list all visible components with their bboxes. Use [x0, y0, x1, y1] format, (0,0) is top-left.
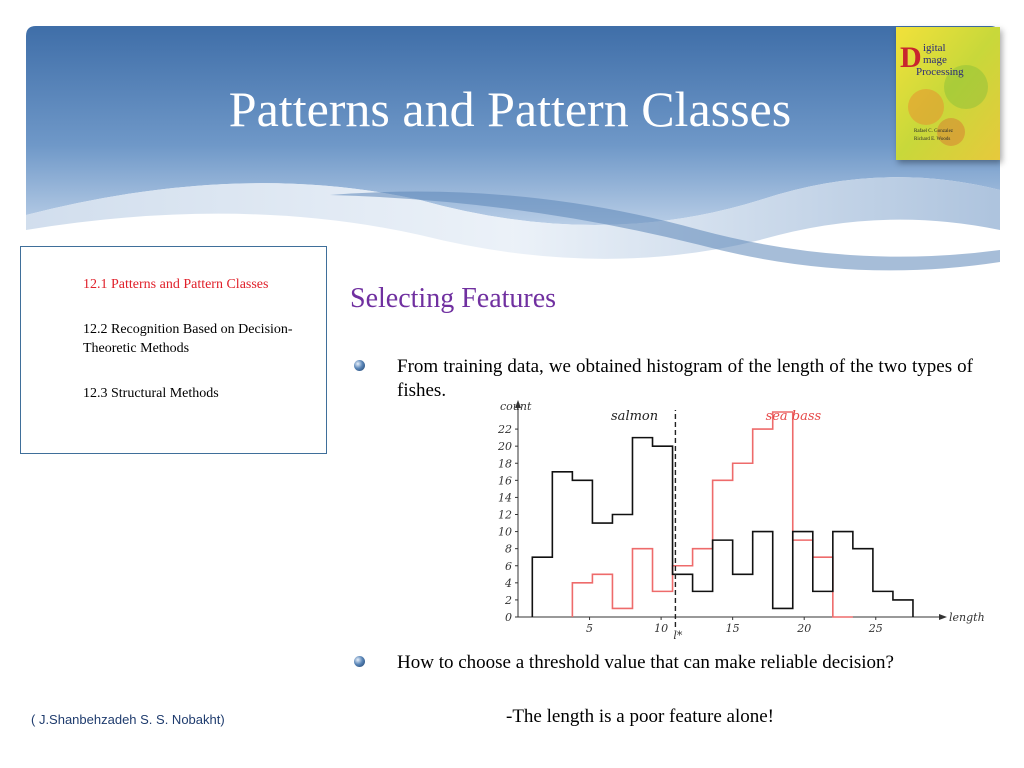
toc-item-decision-theoretic[interactable]: 12.2 Recognition Based on Decision-Theoretic Methods [83, 322, 293, 356]
note-text: -The length is a poor feature alone! [506, 706, 774, 727]
y-tick-label: 8 [505, 542, 512, 556]
book-title-line1: igital [923, 42, 946, 54]
bullet-text: How to choose a threshold value that can make reliable decision? [397, 652, 894, 673]
toc-panel [20, 246, 327, 454]
y-tick-label: 0 [505, 611, 512, 624]
slide-title: Patterns and Pattern Classes [228, 81, 792, 137]
x-tick-label: 5 [586, 622, 594, 635]
book-title-line3: Processing [916, 66, 964, 78]
bullet-item [397, 355, 973, 403]
x-tick-label: 10 [654, 622, 669, 635]
bullet-text: From training data, we obtained histogram of the length of the two types of fishes. [397, 356, 973, 401]
seabass-series-label: sea bass [765, 409, 822, 424]
y-tick-label: 4 [505, 576, 512, 590]
footer-credit: ( J.Shanbehzadeh S. S. Nobakht) [31, 712, 225, 727]
x-tick-label: 15 [725, 622, 740, 635]
toc-item-structural[interactable]: 12.3 Structural Methods [83, 386, 219, 401]
bullet-icon [354, 656, 365, 667]
book-author-line1: Rafael C. Gonzalez [914, 129, 954, 134]
toc-item-patterns[interactable]: 12.1 Patterns and Pattern Classes [83, 277, 269, 292]
y-axis-label: count [500, 400, 532, 413]
book-big-letter: D [900, 41, 922, 74]
book-author-line2: Richard E. Woods [914, 137, 951, 142]
y-tick-label: 22 [498, 423, 512, 437]
length-histogram-chart [470, 400, 985, 650]
y-tick-label: 20 [498, 440, 512, 454]
x-tick-label: 20 [797, 622, 812, 635]
x-axis-label: length [949, 611, 985, 624]
y-tick-label: 18 [498, 457, 512, 471]
x-tick-label: 25 [868, 622, 883, 635]
section-heading: Selecting Features [350, 283, 557, 314]
y-tick-label: 16 [498, 474, 512, 488]
book-title-line2: mage [923, 54, 947, 66]
bullet-icon [354, 360, 365, 371]
y-tick-label: 2 [505, 593, 512, 607]
x-axis-arrow [939, 614, 947, 620]
y-tick-label: 10 [498, 525, 512, 539]
y-tick-label: 12 [498, 508, 512, 522]
y-tick-label: 6 [505, 559, 512, 573]
y-tick-label: 14 [498, 491, 512, 505]
salmon-series-line [532, 438, 913, 617]
bullet-item [397, 651, 973, 675]
book-cover-image [896, 27, 1000, 160]
threshold-label: l* [673, 629, 683, 642]
salmon-series-label: salmon [611, 409, 659, 424]
